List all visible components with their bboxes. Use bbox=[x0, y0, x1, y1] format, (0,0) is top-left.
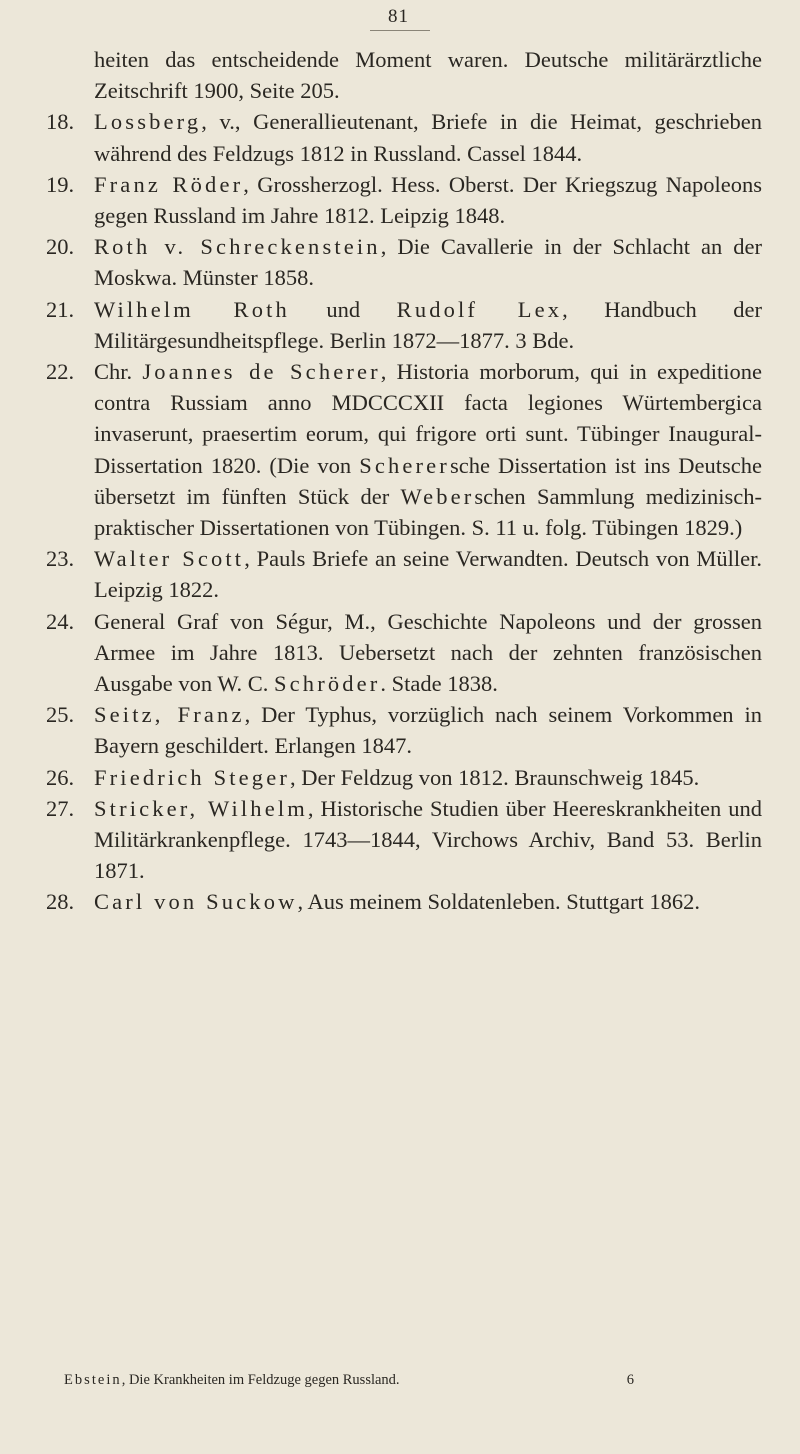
entry-text-continued: sche Dissertation ist ins Deutsche übersetzt im fünften Stück der bbox=[94, 452, 762, 509]
entry-number: 19. bbox=[46, 171, 75, 197]
footer-signature: 6 bbox=[626, 1372, 634, 1388]
entry-text: , Grossherzogl. Hess. Oberst. Der Kriegszug Napoleons gegen Russland im Jahre 1812. Leipzig 1848. bbox=[94, 171, 762, 229]
header-rule bbox=[370, 30, 430, 31]
bibliography-entry bbox=[46, 106, 762, 168]
entry-text: , Pauls Briefe an seine Verwandten. Deutsch von Müller. Leipzig 1822. bbox=[94, 546, 762, 603]
bibliography-entry bbox=[46, 886, 762, 917]
footer-title: , Die Krankheiten im Feldzuge gegen Russland. bbox=[121, 1372, 400, 1388]
entry-text: , Handbuch der Militärgesundheitspflege. Berlin 1872—1877. 3 Bde. bbox=[94, 296, 763, 353]
entry-text: , Die Cavallerie in der Schlacht an der Moskwa. Münster 1858. bbox=[94, 234, 763, 291]
entry-text-continued: . Stade 1838. bbox=[380, 671, 498, 697]
entry-number: 22. bbox=[46, 359, 75, 385]
bibliography-entry bbox=[46, 793, 762, 887]
entry-author: Joannes de Scherer bbox=[142, 359, 381, 385]
entry-conjunction: und bbox=[289, 296, 397, 322]
entry-number: 28. bbox=[46, 889, 75, 915]
entry-author: Seitz, Franz bbox=[94, 702, 245, 728]
entry-text: , Historische Studien über Heereskrankheiten und Militärkrankenpflege. 1743—1844, Virchows Archiv, Band 53. Berlin 1871. bbox=[94, 795, 762, 884]
entry-number: 25. bbox=[46, 702, 75, 728]
entry-author: General Graf von Ségur bbox=[94, 608, 328, 634]
entry-text: , Der Feldzug von 1812. Braunschweig 1845. bbox=[289, 764, 700, 790]
entry-number: 18. bbox=[46, 109, 75, 135]
entry-number: 26. bbox=[46, 764, 75, 790]
entry-author: Stricker, Wilhelm bbox=[94, 795, 308, 821]
bibliography-entry bbox=[46, 699, 762, 761]
entry-number: 27. bbox=[46, 795, 75, 821]
bibliography-entry bbox=[46, 356, 762, 543]
entry-number: 21. bbox=[46, 296, 75, 322]
entry-body bbox=[94, 606, 762, 700]
entry-author-second: Rudolf Lex bbox=[396, 296, 563, 322]
continuation-entry bbox=[46, 44, 762, 106]
entry-author: Roth v. Schreckenstein bbox=[94, 234, 381, 260]
entry-prefix: Chr. bbox=[94, 359, 143, 385]
bibliography-entry bbox=[46, 543, 762, 605]
footer-title-line bbox=[64, 1372, 400, 1389]
entry-text: , Aus meinem Soldatenleben. Stuttgart 1862. bbox=[297, 889, 700, 915]
entry-body bbox=[94, 356, 762, 543]
entry-body bbox=[94, 793, 762, 887]
entry-body bbox=[94, 169, 762, 231]
entry-author: Lossberg bbox=[94, 109, 202, 135]
entry-emphasis: Weber bbox=[400, 483, 475, 509]
bibliography-entry bbox=[46, 169, 762, 231]
bibliography-list bbox=[46, 44, 762, 918]
entry-text: , Der Typhus, vorzüglich nach seinem Vorkommen in Bayern geschildert. Erlangen 1847. bbox=[94, 702, 762, 759]
entry-body bbox=[94, 762, 762, 793]
page-footer bbox=[64, 1372, 634, 1389]
entry-text: , v., Generallieutenant, Briefe in die Heimat, geschrieben während des Feldzugs 1812 in Russland. Cassel 1844. bbox=[94, 109, 762, 166]
entry-number: 20. bbox=[46, 234, 75, 260]
entry-body bbox=[94, 543, 762, 605]
entry-number: 23. bbox=[46, 546, 75, 572]
entry-body bbox=[94, 294, 762, 356]
entry-author: Carl von Suckow bbox=[94, 889, 298, 915]
entry-body bbox=[94, 231, 762, 293]
entry-emphasis: Scherer bbox=[359, 452, 450, 478]
entry-number: 24. bbox=[46, 608, 75, 634]
entry-body bbox=[94, 886, 762, 917]
bibliography-entry bbox=[46, 762, 762, 793]
footer-author: Ebstein bbox=[64, 1372, 122, 1388]
entry-author: Wilhelm Roth bbox=[94, 296, 290, 322]
bibliography-entry bbox=[46, 231, 762, 293]
entry-text: heiten das entscheidende Moment waren. Deutsche militärärztliche Zeitschrift 1900, Seite 205. bbox=[94, 47, 762, 104]
entry-text: , Historia morborum, qui in expeditione contra Russiam anno MDCCCXII facta legiones Würtembergica invaserunt, praesertim eorum, qui frigore orti sunt. Tübinger Inaugural-Dissertation 1820. (Die von bbox=[94, 359, 762, 478]
entry-body bbox=[94, 106, 762, 168]
entry-body bbox=[94, 699, 762, 761]
bibliography-entry bbox=[46, 294, 762, 356]
entry-text-continued: schen Sammlung medizinisch-praktischer Dissertationen von Tübingen. S. 11 u. folg. Tübingen 1829.) bbox=[94, 483, 763, 541]
bibliography-entry bbox=[46, 606, 762, 700]
entry-emphasis: Schröder bbox=[274, 671, 381, 697]
entry-author: Walter Scott bbox=[94, 546, 245, 572]
entry-author: Franz Röder bbox=[94, 171, 244, 197]
entry-author: Friedrich Steger bbox=[94, 764, 290, 790]
page-number: 81 bbox=[388, 6, 409, 27]
entry-text: , M., Geschichte Napoleons und der grossen Armee im Jahre 1813. Uebersetzt nach der zehnten französischen Ausgabe von W. C. bbox=[94, 608, 762, 697]
